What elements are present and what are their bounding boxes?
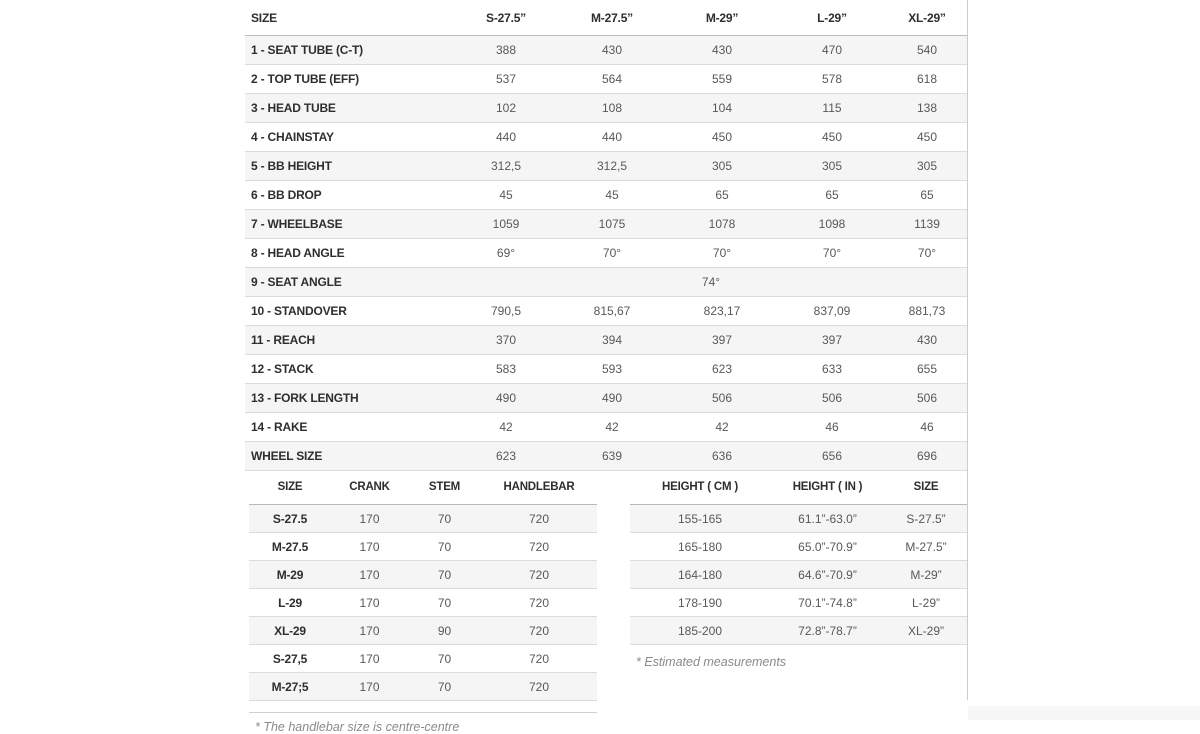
value-cell: 65.0”-70.9” bbox=[770, 533, 885, 561]
value-cell: 65 bbox=[777, 181, 887, 210]
row-label: 3 - HEAD TUBE bbox=[245, 94, 455, 123]
value-cell: 70 bbox=[408, 645, 481, 673]
value-cell: 655 bbox=[887, 355, 967, 384]
value-cell: 69° bbox=[455, 239, 557, 268]
value-cell: 450 bbox=[887, 123, 967, 152]
value-cell: 108 bbox=[557, 94, 667, 123]
table-row bbox=[245, 355, 967, 384]
value-cell: 70 bbox=[408, 533, 481, 561]
value-cell: 185-200 bbox=[630, 617, 770, 645]
value-cell: 170 bbox=[331, 645, 408, 673]
value-cell: 155-165 bbox=[630, 505, 770, 533]
value-cell: 170 bbox=[331, 505, 408, 533]
value-cell: 394 bbox=[557, 326, 667, 355]
value-cell: 564 bbox=[557, 65, 667, 94]
value-cell: 720 bbox=[481, 505, 597, 533]
table-row bbox=[630, 505, 967, 533]
table-row bbox=[245, 326, 967, 355]
value-cell: 720 bbox=[481, 533, 597, 561]
table-row bbox=[245, 123, 967, 152]
table-row bbox=[630, 617, 967, 645]
row-label: 1 - SEAT TUBE (C-T) bbox=[245, 36, 455, 65]
row-label: 8 - HEAD ANGLE bbox=[245, 239, 455, 268]
value-cell: 623 bbox=[667, 355, 777, 384]
column-header: SIZE bbox=[885, 470, 967, 505]
table-row bbox=[245, 65, 967, 94]
value-cell: 138 bbox=[887, 94, 967, 123]
value-cell: 170 bbox=[331, 561, 408, 589]
row-label: XL-29 bbox=[249, 617, 331, 645]
table-row bbox=[249, 617, 597, 645]
column-header: M-29” bbox=[667, 0, 777, 36]
value-cell: 1139 bbox=[887, 210, 967, 239]
table-row bbox=[630, 533, 967, 561]
value-cell: S-27.5” bbox=[885, 505, 967, 533]
value-cell: 70 bbox=[408, 505, 481, 533]
row-label: M-27;5 bbox=[249, 673, 331, 701]
value-cell: 1075 bbox=[557, 210, 667, 239]
value-cell: 639 bbox=[557, 442, 667, 471]
value-cell: L-29” bbox=[885, 589, 967, 617]
value-cell: 312,5 bbox=[557, 152, 667, 181]
value-cell: 170 bbox=[331, 589, 408, 617]
table-row bbox=[630, 561, 967, 589]
column-header: XL-29” bbox=[887, 0, 967, 36]
row-label: 11 - REACH bbox=[245, 326, 455, 355]
page-column-divider bbox=[967, 0, 968, 700]
row-label: S-27,5 bbox=[249, 645, 331, 673]
row-label: L-29 bbox=[249, 589, 331, 617]
table-row bbox=[249, 645, 597, 673]
row-label: 13 - FORK LENGTH bbox=[245, 384, 455, 413]
value-cell: M-27.5” bbox=[885, 533, 967, 561]
value-cell: 720 bbox=[481, 673, 597, 701]
value-cell: 720 bbox=[481, 589, 597, 617]
value-cell: 70 bbox=[408, 673, 481, 701]
value-cell: 170 bbox=[331, 533, 408, 561]
value-cell: 720 bbox=[481, 645, 597, 673]
value-cell: 450 bbox=[777, 123, 887, 152]
table-row bbox=[249, 561, 597, 589]
value-cell: M-29” bbox=[885, 561, 967, 589]
table-end-line bbox=[249, 701, 597, 713]
value-cell: 430 bbox=[557, 36, 667, 65]
table-row bbox=[245, 239, 967, 268]
sizing-header-row bbox=[630, 470, 967, 505]
value-cell: 90 bbox=[408, 617, 481, 645]
table-row bbox=[249, 505, 597, 533]
column-header: M-27.5” bbox=[557, 0, 667, 36]
column-header: HANDLEBAR bbox=[481, 470, 597, 505]
value-cell: 696 bbox=[887, 442, 967, 471]
table-row bbox=[245, 181, 967, 210]
value-cell: 165-180 bbox=[630, 533, 770, 561]
value-cell: 312,5 bbox=[455, 152, 557, 181]
value-cell: 70° bbox=[777, 239, 887, 268]
value-cell: 656 bbox=[777, 442, 887, 471]
geometry-table bbox=[245, 0, 967, 471]
value-cell: 1078 bbox=[667, 210, 777, 239]
value-cell: 1059 bbox=[455, 210, 557, 239]
value-cell: 881,73 bbox=[887, 297, 967, 326]
components-table bbox=[249, 470, 597, 701]
value-cell: 70° bbox=[557, 239, 667, 268]
value-cell: 506 bbox=[887, 384, 967, 413]
value-cell: 305 bbox=[887, 152, 967, 181]
value-cell: 397 bbox=[667, 326, 777, 355]
value-cell: 430 bbox=[667, 36, 777, 65]
handlebar-footnote: * The handlebar size is centre-centre bbox=[255, 720, 460, 734]
value-cell: 42 bbox=[455, 413, 557, 442]
value-cell: 45 bbox=[557, 181, 667, 210]
estimated-footnote: * Estimated measurements bbox=[636, 655, 787, 669]
row-label: 4 - CHAINSTAY bbox=[245, 123, 455, 152]
value-cell: 623 bbox=[455, 442, 557, 471]
table-row bbox=[249, 589, 597, 617]
value-cell: 537 bbox=[455, 65, 557, 94]
row-label: 5 - BB HEIGHT bbox=[245, 152, 455, 181]
table-row bbox=[245, 413, 967, 442]
row-label: 2 - TOP TUBE (EFF) bbox=[245, 65, 455, 94]
table-row bbox=[630, 589, 967, 617]
value-cell: 70 bbox=[408, 589, 481, 617]
value-cell: 636 bbox=[667, 442, 777, 471]
value-cell: 70.1”-74.8” bbox=[770, 589, 885, 617]
value-cell: 440 bbox=[557, 123, 667, 152]
value-cell: 720 bbox=[481, 617, 597, 645]
value-cell: 618 bbox=[887, 65, 967, 94]
column-header: L-29” bbox=[777, 0, 887, 36]
column-header: S-27.5” bbox=[455, 0, 557, 36]
table-row bbox=[245, 94, 967, 123]
value-cell: 104 bbox=[667, 94, 777, 123]
column-header: HEIGHT ( CM ) bbox=[630, 470, 770, 505]
row-label: WHEEL SIZE bbox=[245, 442, 455, 471]
row-label: 14 - RAKE bbox=[245, 413, 455, 442]
table-row bbox=[245, 384, 967, 413]
column-header: STEM bbox=[408, 470, 481, 505]
value-cell: 61.1”-63.0” bbox=[770, 505, 885, 533]
value-cell: 506 bbox=[667, 384, 777, 413]
value-cell: 64.6”-70.9” bbox=[770, 561, 885, 589]
column-header: SIZE bbox=[245, 0, 455, 36]
value-cell: 170 bbox=[331, 617, 408, 645]
value-cell: 440 bbox=[455, 123, 557, 152]
value-cell: 490 bbox=[557, 384, 667, 413]
value-cell: 305 bbox=[777, 152, 887, 181]
value-cell: 578 bbox=[777, 65, 887, 94]
geometry-header-row bbox=[245, 0, 967, 36]
table-row bbox=[245, 442, 967, 471]
value-cell: 506 bbox=[777, 384, 887, 413]
adjacent-panel-edge bbox=[968, 706, 1200, 720]
value-cell: 540 bbox=[887, 36, 967, 65]
value-cell: 72.8”-78.7” bbox=[770, 617, 885, 645]
table-row bbox=[245, 297, 967, 326]
value-cell: 470 bbox=[777, 36, 887, 65]
value-cell: 170 bbox=[331, 673, 408, 701]
row-label: M-29 bbox=[249, 561, 331, 589]
value-cell: 178-190 bbox=[630, 589, 770, 617]
value-cell: 583 bbox=[455, 355, 557, 384]
value-cell: 720 bbox=[481, 561, 597, 589]
value-cell: 70° bbox=[887, 239, 967, 268]
sizing-table bbox=[630, 470, 967, 645]
value-cell: 490 bbox=[455, 384, 557, 413]
table-row bbox=[245, 152, 967, 181]
value-cell: 42 bbox=[667, 413, 777, 442]
value-cell: 823,17 bbox=[667, 297, 777, 326]
value-cell: 450 bbox=[667, 123, 777, 152]
value-cell: 790,5 bbox=[455, 297, 557, 326]
table-row bbox=[245, 36, 967, 65]
value-cell: 65 bbox=[887, 181, 967, 210]
row-label: 10 - STANDOVER bbox=[245, 297, 455, 326]
row-label: 9 - SEAT ANGLE bbox=[245, 268, 455, 297]
value-cell: 559 bbox=[667, 65, 777, 94]
table-row bbox=[249, 533, 597, 561]
value-cell: 46 bbox=[887, 413, 967, 442]
value-cell: 815,67 bbox=[557, 297, 667, 326]
value-cell: 74° bbox=[455, 268, 967, 297]
value-cell: 46 bbox=[777, 413, 887, 442]
components-section bbox=[249, 470, 597, 734]
value-cell: 1098 bbox=[777, 210, 887, 239]
value-cell: 593 bbox=[557, 355, 667, 384]
sizing-section bbox=[630, 470, 967, 669]
value-cell: 305 bbox=[667, 152, 777, 181]
value-cell: 102 bbox=[455, 94, 557, 123]
value-cell: 430 bbox=[887, 326, 967, 355]
value-cell: 65 bbox=[667, 181, 777, 210]
components-header-row bbox=[249, 470, 597, 505]
value-cell: 370 bbox=[455, 326, 557, 355]
row-label: S-27.5 bbox=[249, 505, 331, 533]
value-cell: 70 bbox=[408, 561, 481, 589]
column-header: CRANK bbox=[331, 470, 408, 505]
row-label: M-27.5 bbox=[249, 533, 331, 561]
value-cell: 837,09 bbox=[777, 297, 887, 326]
value-cell: 397 bbox=[777, 326, 887, 355]
value-cell: 70° bbox=[667, 239, 777, 268]
row-label: 12 - STACK bbox=[245, 355, 455, 384]
value-cell: 45 bbox=[455, 181, 557, 210]
row-label: 6 - BB DROP bbox=[245, 181, 455, 210]
value-cell: XL-29” bbox=[885, 617, 967, 645]
value-cell: 164-180 bbox=[630, 561, 770, 589]
row-label: 7 - WHEELBASE bbox=[245, 210, 455, 239]
value-cell: 388 bbox=[455, 36, 557, 65]
value-cell: 115 bbox=[777, 94, 887, 123]
column-header: HEIGHT ( IN ) bbox=[770, 470, 885, 505]
value-cell: 633 bbox=[777, 355, 887, 384]
table-row bbox=[245, 210, 967, 239]
value-cell: 42 bbox=[557, 413, 667, 442]
table-row bbox=[249, 673, 597, 701]
column-header: SIZE bbox=[249, 470, 331, 505]
table-row bbox=[245, 268, 967, 297]
